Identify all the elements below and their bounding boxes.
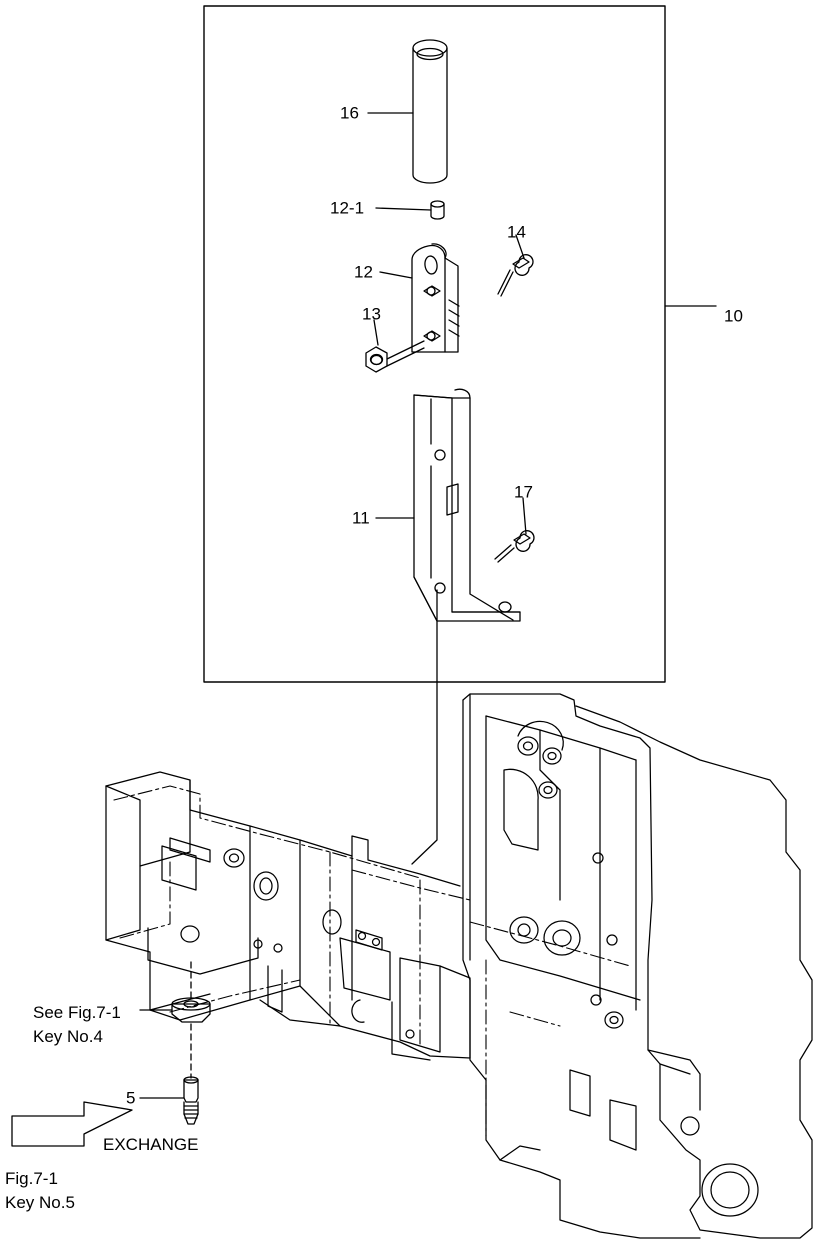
callout-label-10: 10	[724, 306, 743, 326]
note-see-fig-7-1-key-4-line1: See Fig.7-1	[33, 1003, 121, 1022]
machine-frame-assembly	[106, 694, 812, 1238]
note-fig-7-1-key-5-line2: Key No.5	[5, 1193, 75, 1212]
callout-label-5: 5	[126, 1088, 136, 1108]
callout-label-12: 12	[354, 262, 373, 282]
note-fig-7-1-key-5-line1: Fig.7-1	[5, 1169, 58, 1188]
callout-label-17: 17	[514, 482, 533, 502]
callout-label-13: 13	[362, 304, 381, 324]
callout-label-14: 14	[507, 222, 526, 242]
note-see-fig-7-1-key-4-line2: Key No.4	[33, 1027, 103, 1046]
callout-label-11: 11	[352, 508, 370, 528]
note-exchange: EXCHANGE	[103, 1135, 199, 1154]
exploded-view-frame	[204, 6, 665, 682]
part-5-bolt	[184, 1077, 198, 1124]
callout-label-16: 16	[340, 103, 359, 123]
callout-label-12-1: 12-1	[330, 198, 365, 218]
